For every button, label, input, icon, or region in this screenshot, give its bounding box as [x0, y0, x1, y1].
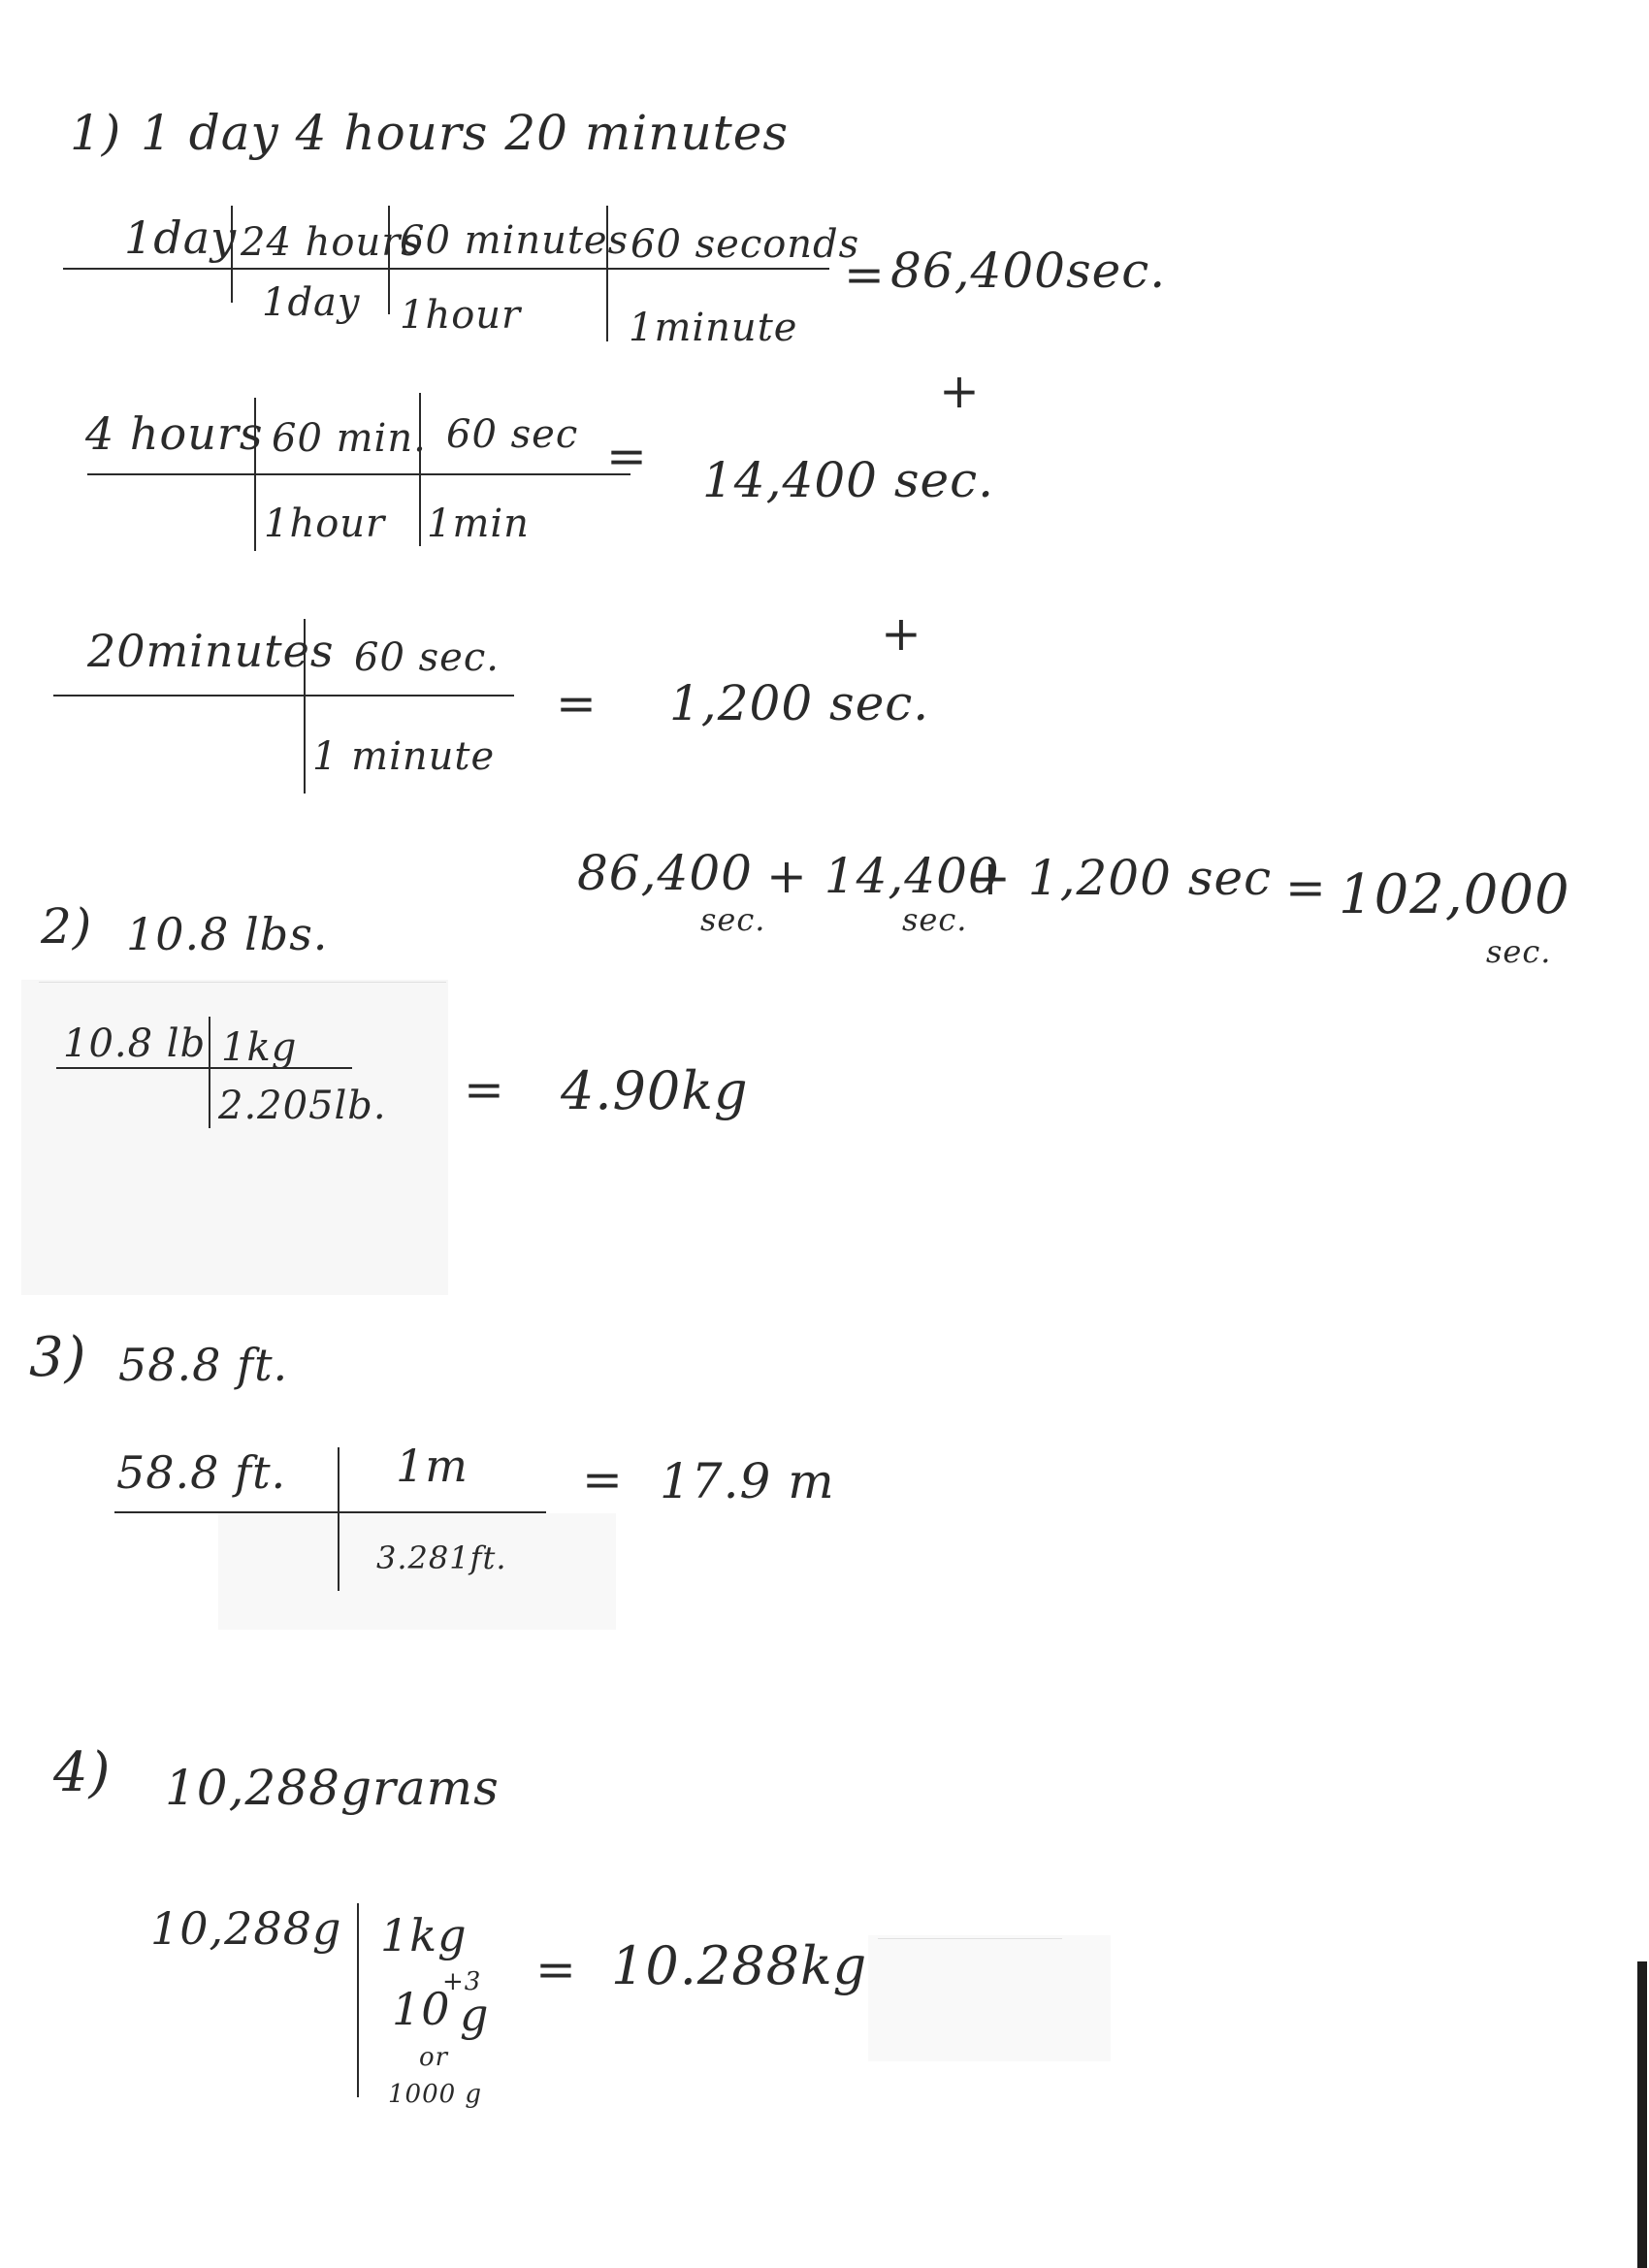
equals-sign: = [464, 1061, 505, 1118]
factor-denominator: 1 minute [312, 734, 496, 779]
conversion-result: 17.9 m [660, 1453, 835, 1509]
problem-1-title: 1 day 4 hours 20 minutes [141, 105, 789, 161]
factor-denominator-or: or [419, 2043, 449, 2072]
factor-denominator: 2.205lb. [218, 1084, 387, 1128]
problem-3-number: 3) [29, 1326, 87, 1389]
conversion-start: 58.8 ft. [116, 1446, 287, 1499]
factor-denominator-unit: g [460, 1989, 490, 2041]
problem-4-title: 10,288grams [165, 1760, 500, 1816]
conversion-start: 1day [124, 211, 238, 264]
equals-sign: = [1285, 859, 1327, 916]
sum-term-unit: sec. [700, 901, 766, 938]
problem-3-title: 58.8 ft. [118, 1339, 289, 1391]
fraction-bar [114, 1511, 546, 1513]
factor-divider [357, 1903, 359, 2097]
factor-numerator: 24 hours [241, 220, 422, 265]
factor-numerator: 1kg [221, 1025, 298, 1070]
fraction-bar [87, 473, 630, 475]
plus-sign: + [939, 363, 981, 419]
plus-sign: + [881, 605, 922, 662]
conversion-result: 4.90kg [561, 1060, 749, 1121]
factor-denominator-base: 10 [392, 1983, 451, 2035]
factor-denominator: 1day [262, 280, 361, 325]
scan-edge [1637, 1961, 1647, 2268]
factor-denominator-alt: 1000 g [388, 2080, 483, 2109]
factor-numerator: 60 seconds [630, 222, 860, 267]
problem-4-number: 4) [53, 1741, 112, 1804]
factor-numerator: 60 sec [446, 412, 579, 457]
fraction-bar [53, 695, 514, 697]
conversion-result: 14,400 sec. [702, 452, 994, 508]
sum-total: 102,000 [1339, 863, 1570, 926]
factor-denominator-exponent: +3 [442, 1967, 482, 1996]
conversion-result: 1,200 sec. [669, 675, 930, 731]
equals-sign: = [844, 246, 886, 303]
factor-denominator: 1hour [264, 502, 386, 546]
factor-denominator: 1hour [400, 293, 522, 338]
paper-patch [868, 1935, 1111, 2061]
factor-numerator: 60 minutes [400, 218, 630, 263]
factor-denominator: 3.281ft. [376, 1539, 507, 1576]
factor-denominator: 1minute [629, 306, 798, 350]
equals-sign: = [582, 1451, 624, 1507]
conversion-start: 4 hours [85, 407, 264, 460]
factor-numerator: 1kg [380, 1909, 468, 1961]
sum-term: + 1,200 sec [970, 850, 1273, 906]
paper-patch-edge [878, 1938, 1062, 1939]
conversion-result: 10.288kg [611, 1935, 868, 1996]
factor-numerator: 1m [396, 1440, 469, 1492]
fraction-bar [63, 268, 829, 270]
paper-patch-edge [39, 982, 446, 983]
equals-sign: = [556, 675, 598, 731]
sum-term: 86,400 [577, 845, 753, 901]
problem-2-number: 2) [41, 898, 93, 955]
conversion-start: 10.8 lb [63, 1021, 207, 1066]
factor-numerator: 60 min. [272, 416, 427, 461]
sum-term: + 14,400 [766, 848, 1000, 904]
factor-divider [209, 1017, 210, 1128]
problem-2-title: 10.8 lbs. [126, 908, 329, 960]
sum-term-unit: sec. [902, 901, 968, 938]
problem-1-number: 1) [70, 105, 122, 161]
conversion-result: 86,400sec. [890, 243, 1167, 299]
factor-denominator: 1min [427, 502, 530, 546]
factor-divider [338, 1447, 340, 1591]
fraction-bar [56, 1067, 352, 1069]
conversion-start: 20minutes [87, 625, 335, 677]
sum-total-unit: sec. [1486, 933, 1552, 970]
equals-sign: = [606, 428, 648, 484]
conversion-start: 10,288g [150, 1902, 342, 1955]
equals-sign: = [535, 1941, 577, 1997]
factor-numerator: 60 sec. [354, 635, 500, 680]
